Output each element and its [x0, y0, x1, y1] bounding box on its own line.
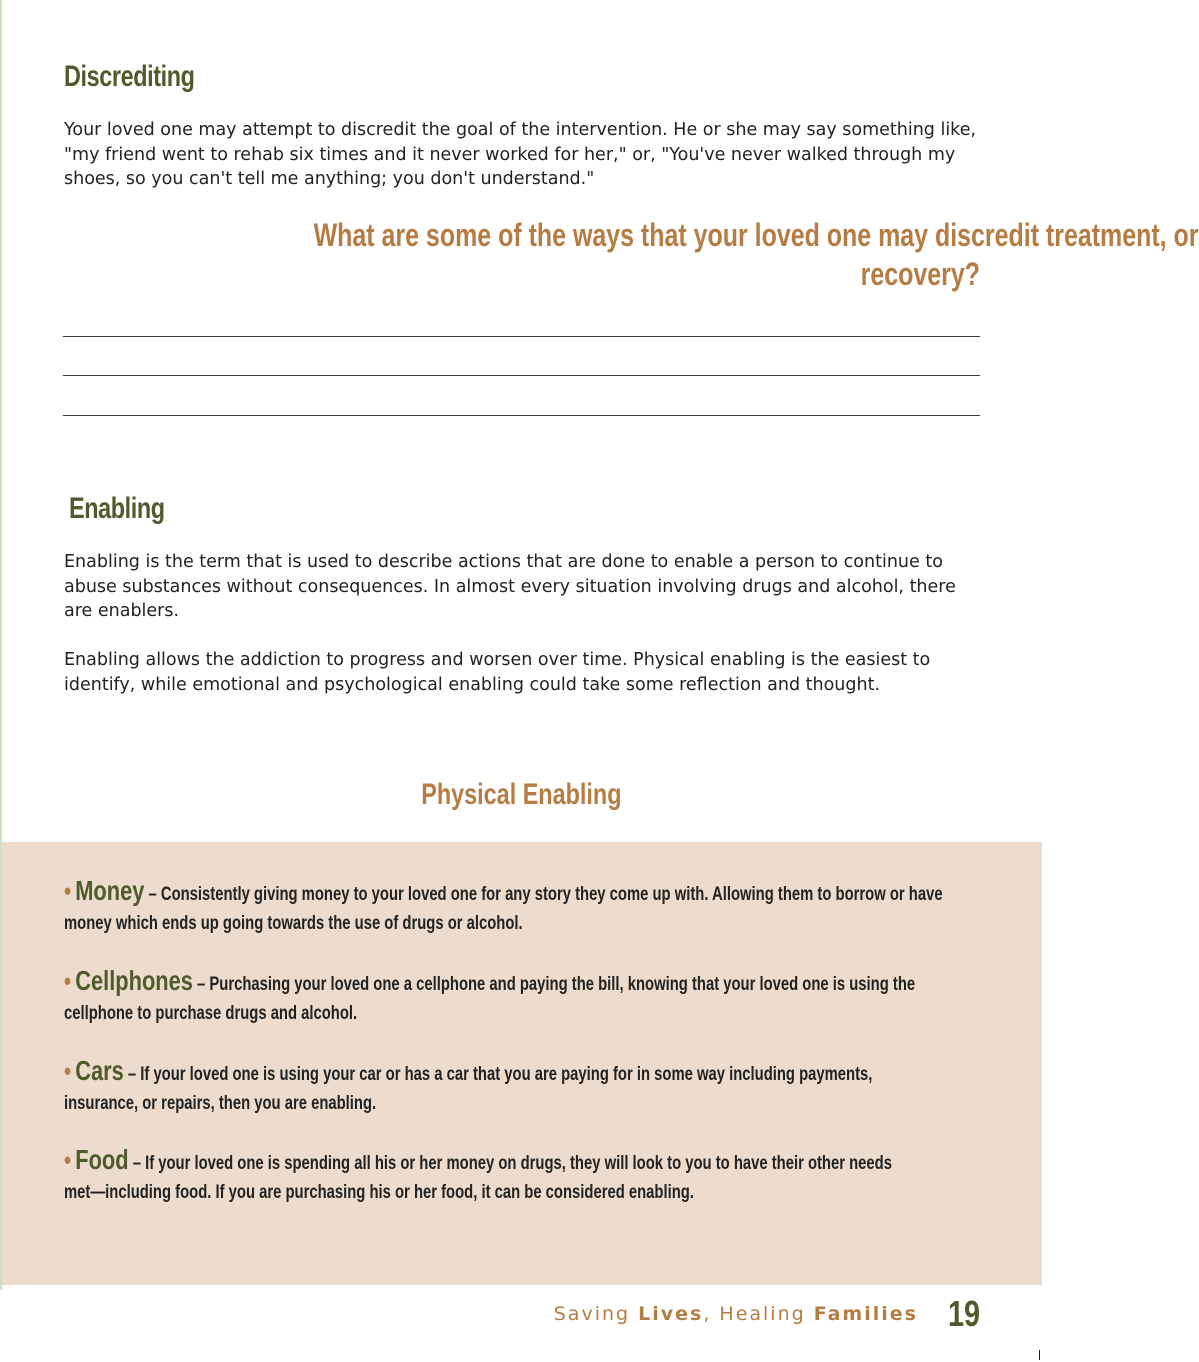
- discrediting-heading: Discrediting: [64, 60, 195, 93]
- item-text: – Consistently giving money to your loved one for any story they come up with. Allowing them to borrow or have: [144, 884, 943, 905]
- footer-saving: Saving: [553, 1303, 639, 1325]
- enabling-paragraph-1: Enabling is the term that is used to describe actions that are done to enable a person to continue to abuse substances without consequences. In almost every situation involving drugs and alcohol, there are enablers.: [64, 552, 956, 621]
- bullet-icon: •: [64, 876, 72, 906]
- physical-enabling-heading: [0, 778, 1042, 812]
- page-number: 19: [947, 1293, 980, 1334]
- item-text-continued: money which ends up going towards the use of drugs or alcohol.: [64, 913, 523, 934]
- list-item-food: [64, 1145, 969, 1207]
- item-text-continued: cellphone to purchase drugs and alcohol.: [64, 1003, 358, 1024]
- list-item-cars: [64, 1056, 969, 1118]
- item-text: – If your loved one is spending all his or her money on drugs, they will look to you to have their other needs: [128, 1153, 892, 1174]
- footer-families: Families: [813, 1303, 918, 1325]
- footer-lives: Lives: [638, 1303, 704, 1325]
- item-text-continued: met—including food. If you are purchasing his or her food, it can be considered enabling.: [64, 1182, 694, 1203]
- physical-enabling-heading-text: Physical Enabling: [420, 778, 622, 811]
- item-title: Cellphones: [75, 965, 193, 996]
- item-text-continued: insurance, or repairs, then you are enabling.: [64, 1093, 377, 1114]
- bullet-icon: •: [64, 1056, 72, 1086]
- list-item-money: [64, 876, 969, 938]
- item-title: Money: [75, 875, 145, 906]
- item-text: – Purchasing your loved one a cellphone and paying the bill, knowing that your loved one is using the: [192, 974, 916, 995]
- question-line-1: What are some of the ways that your loved one may discredit treatment, or: [313, 217, 1199, 253]
- discrediting-question: [64, 216, 1199, 294]
- list-item-cellphones: [64, 966, 969, 1028]
- enabling-heading: Enabling: [69, 492, 165, 525]
- footer-healing: , Healing: [703, 1303, 814, 1325]
- page-footer: [554, 1292, 980, 1336]
- bullet-icon: •: [64, 966, 72, 996]
- answer-line-3[interactable]: [63, 415, 980, 416]
- answer-line-1[interactable]: [63, 336, 980, 337]
- question-line-2: recovery?: [860, 256, 980, 292]
- item-title: Food: [75, 1144, 129, 1175]
- crop-mark: [1039, 1350, 1040, 1360]
- enabling-paragraph-2: Enabling allows the addiction to progress and worsen over time. Physical enabling is the easiest to identify, while emotional and psychological enabling could take some reflection and thought.: [64, 650, 931, 695]
- footer-tagline: [554, 1303, 918, 1325]
- bullet-icon: •: [64, 1145, 72, 1175]
- item-title: Cars: [75, 1055, 124, 1086]
- answer-line-2[interactable]: [63, 375, 980, 376]
- discrediting-body: Your loved one may attempt to discredit the goal of the intervention. He or she may say something like, "my friend went to rehab six times and it never worked for her," or, "You've never walked through my shoes, so you can't tell me anything; you don't understand.": [64, 120, 977, 189]
- item-text: – If your loved one is using your car or has a car that you are paying for in some way including payments,: [123, 1064, 873, 1085]
